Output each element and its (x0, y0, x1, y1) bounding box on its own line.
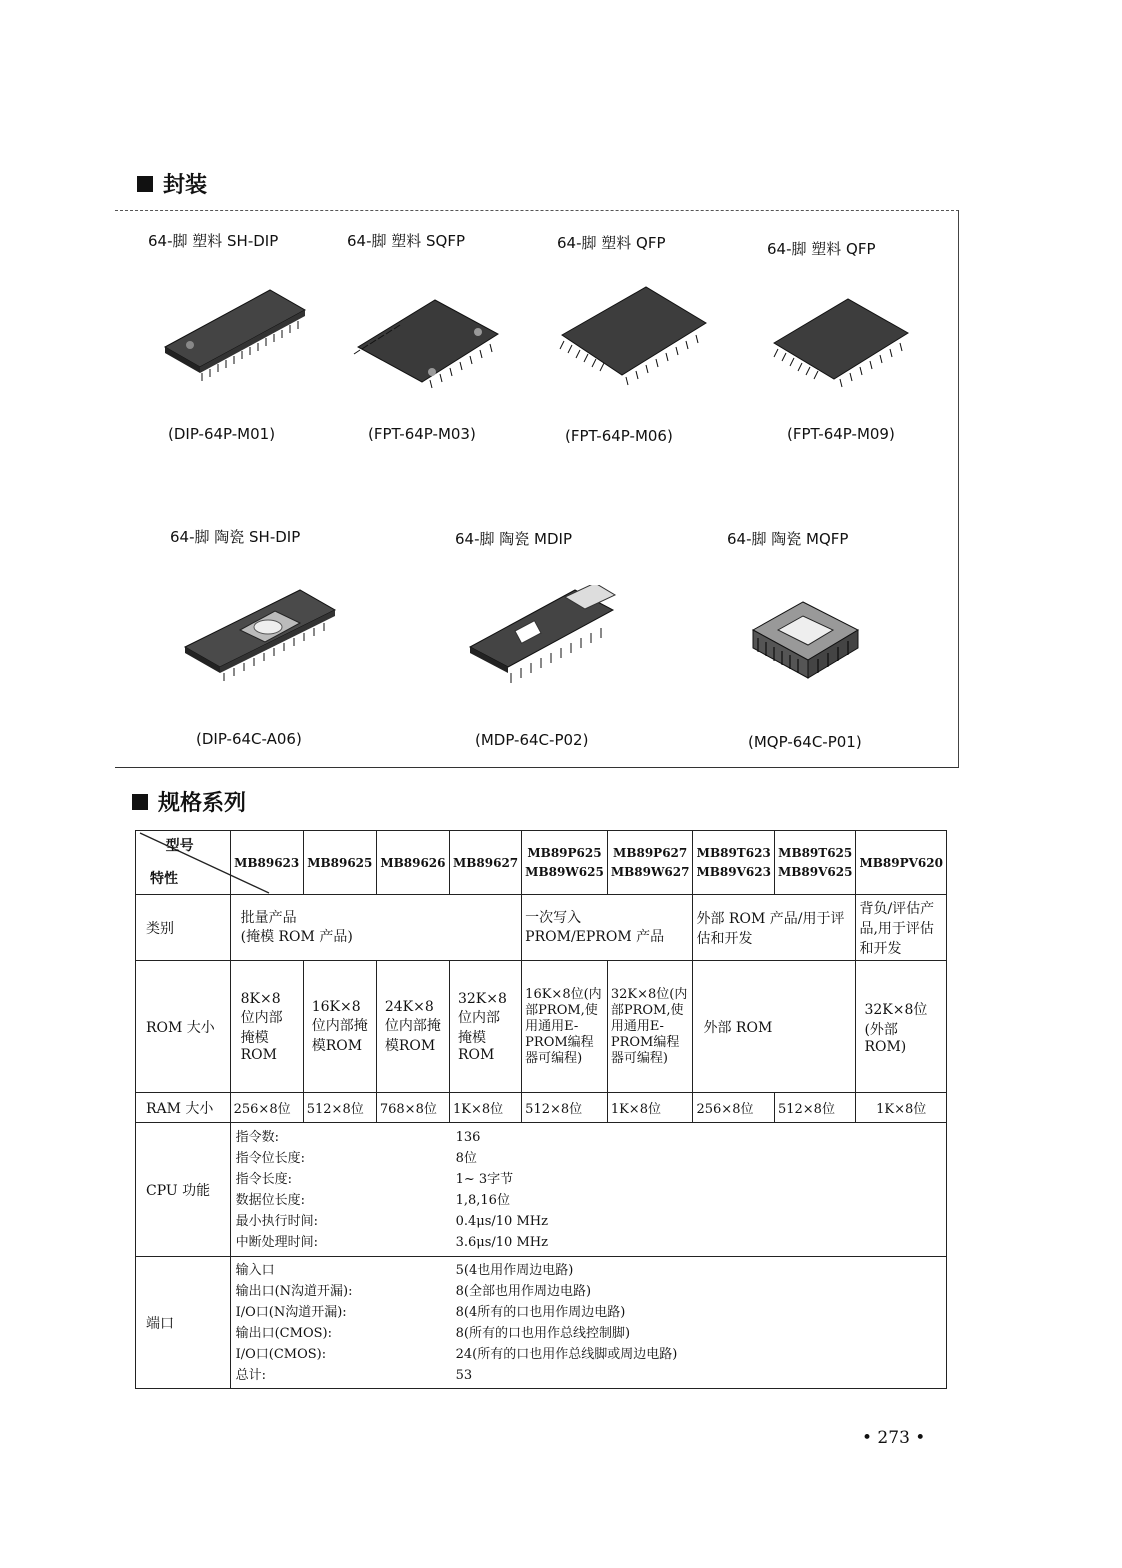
corner-label-model: 型号 (165, 838, 194, 854)
ram-value: 512×8位 (303, 1093, 376, 1123)
category-piggyback: 背负/评估产品,用于评估和开发 (856, 895, 947, 961)
package-name-2: 64-脚 塑料 SQFP (347, 232, 466, 250)
package-code-1: (DIP-64P-M01) (168, 425, 276, 443)
rom-value: 32K×8位(外部ROM) (856, 961, 947, 1093)
cpu-item-key: 指令数: (235, 1129, 279, 1145)
rom-row (136, 961, 947, 1093)
category-row (136, 895, 947, 961)
package-name-5: 64-脚 陶瓷 SH-DIP (170, 528, 301, 546)
port-item-value: 8(全部也用作周边电路) (455, 1283, 592, 1299)
section-title-packages-text: 封装 (163, 173, 208, 198)
model-header: MB89623 (230, 831, 303, 895)
table-header-row (136, 831, 947, 895)
cpu-item-key: 指令长度: (235, 1171, 292, 1187)
category-otp: 一次写入 PROM/EPROM 产品 (522, 895, 693, 961)
row-label-ram: RAM 大小 (136, 1093, 231, 1123)
model-header: MB89625 (303, 831, 376, 895)
port-item-value: 53 (455, 1367, 473, 1383)
cpu-item-value: 1,8,16位 (455, 1192, 510, 1208)
port-item-value: 8(4所有的口也用作周边电路) (455, 1304, 626, 1320)
bullet-square-icon (132, 794, 148, 810)
category-external: 外部 ROM 产品/用于评估和开发 (693, 895, 856, 961)
cpu-item-value: 8位 (455, 1150, 477, 1166)
ceramic-sh-dip-chip-icon (180, 585, 340, 685)
ceramic-mdip-chip-icon (465, 585, 620, 690)
package-code-2: (FPT-64P-M03) (368, 425, 476, 443)
row-label-ports: 端口 (136, 1257, 231, 1389)
port-item-key: 总计: (235, 1367, 266, 1383)
ceramic-mqfp-socket-icon (748, 590, 863, 685)
spec-table (135, 830, 947, 1389)
port-item-key: I/O口(N沟道开漏): (235, 1304, 347, 1320)
cpu-item-key: 数据位长度: (235, 1192, 305, 1208)
ports-details (230, 1257, 946, 1389)
cpu-details (230, 1123, 946, 1257)
model-header: MB89PV620 (856, 831, 947, 895)
port-item-key: I/O口(CMOS): (235, 1346, 327, 1362)
rom-value: 外部 ROM (693, 961, 856, 1093)
rom-value: 16K×8位(内部PROM,使用通用E-PROM编程器可编程) (522, 961, 608, 1093)
port-item-value: 8(所有的口也用作总线控制脚) (455, 1325, 631, 1341)
package-code-5: (DIP-64C-A06) (196, 730, 302, 748)
ram-value: 768×8位 (376, 1093, 449, 1123)
model-header: MB89626 (376, 831, 449, 895)
model-header: MB89P625 MB89W625 (522, 831, 608, 895)
plastic-sh-dip-chip-icon (160, 285, 310, 385)
ram-value: 256×8位 (230, 1093, 303, 1123)
package-name-1: 64-脚 塑料 SH-DIP (148, 232, 279, 250)
cpu-item-value: 3.6μs/10 MHz (455, 1234, 548, 1250)
package-name-7: 64-脚 陶瓷 MQFP (727, 530, 849, 548)
corner-label-feature: 特性 (150, 871, 178, 887)
row-label-rom: ROM 大小 (136, 961, 231, 1093)
bullet-square-icon (137, 176, 153, 192)
model-header: MB89T625 MB89V625 (774, 831, 855, 895)
cpu-item-key: 指令位长度: (235, 1150, 305, 1166)
rom-value: 16K×8位内部掩模ROM (303, 961, 376, 1093)
model-header: MB89T623 MB89V623 (693, 831, 774, 895)
ram-row (136, 1093, 947, 1123)
ram-value: 256×8位 (693, 1093, 774, 1123)
plastic-qfp-chip-icon (556, 283, 711, 388)
page-number: • 273 • (862, 1428, 926, 1448)
cpu-item-value: 136 (455, 1129, 481, 1145)
row-label-category: 类别 (136, 895, 231, 961)
corner-header-cell (136, 831, 231, 895)
package-code-7: (MQP-64C-P01) (748, 733, 862, 751)
cpu-row (136, 1123, 947, 1257)
ram-value: 512×8位 (774, 1093, 855, 1123)
model-header: MB89P627 MB89W627 (607, 831, 693, 895)
ram-value: 1K×8位 (856, 1093, 947, 1123)
cpu-item-value: 0.4μs/10 MHz (455, 1213, 548, 1229)
package-name-3: 64-脚 塑料 QFP (557, 234, 666, 252)
ram-value: 512×8位 (522, 1093, 608, 1123)
package-name-4: 64-脚 塑料 QFP (767, 240, 876, 258)
cpu-item-value: 1~ 3字节 (455, 1171, 514, 1187)
rom-value: 32K×8位(内部PROM,使用通用E-PROM编程器可编程) (607, 961, 693, 1093)
rom-value: 24K×8位内部掩模ROM (376, 961, 449, 1093)
section-title-packages (137, 168, 207, 199)
row-label-cpu: CPU 功能 (136, 1123, 231, 1257)
section-title-specs-text: 规格系列 (158, 791, 247, 816)
port-item-value: 24(所有的口也用作总线脚或周边电路) (455, 1346, 678, 1362)
ram-value: 1K×8位 (607, 1093, 693, 1123)
plastic-sqfp-chip-icon (350, 292, 505, 392)
rom-value: 32K×8位内部掩模ROM (449, 961, 521, 1093)
package-name-6: 64-脚 陶瓷 MDIP (455, 530, 572, 548)
rom-value: 8K×8位内部掩模ROM (230, 961, 303, 1093)
model-header: MB89627 (449, 831, 521, 895)
cpu-item-key: 中断处理时间: (235, 1234, 318, 1250)
port-item-key: 输出口(N沟道开漏): (235, 1283, 353, 1299)
package-code-3: (FPT-64P-M06) (565, 427, 673, 445)
package-code-4: (FPT-64P-M09) (787, 425, 895, 443)
ports-row (136, 1257, 947, 1389)
port-item-key: 输出口(CMOS): (235, 1325, 332, 1341)
ram-value: 1K×8位 (449, 1093, 521, 1123)
port-item-value: 5(4也用作周边电路) (455, 1262, 574, 1278)
plastic-qfp-chip-icon (768, 293, 913, 393)
package-code-6: (MDP-64C-P02) (475, 731, 589, 749)
port-item-key: 输入口 (235, 1262, 275, 1278)
category-mass: 批量产品 (掩模 ROM 产品) (230, 895, 522, 961)
section-title-specs (132, 786, 246, 817)
cpu-item-key: 最小执行时间: (235, 1213, 318, 1229)
